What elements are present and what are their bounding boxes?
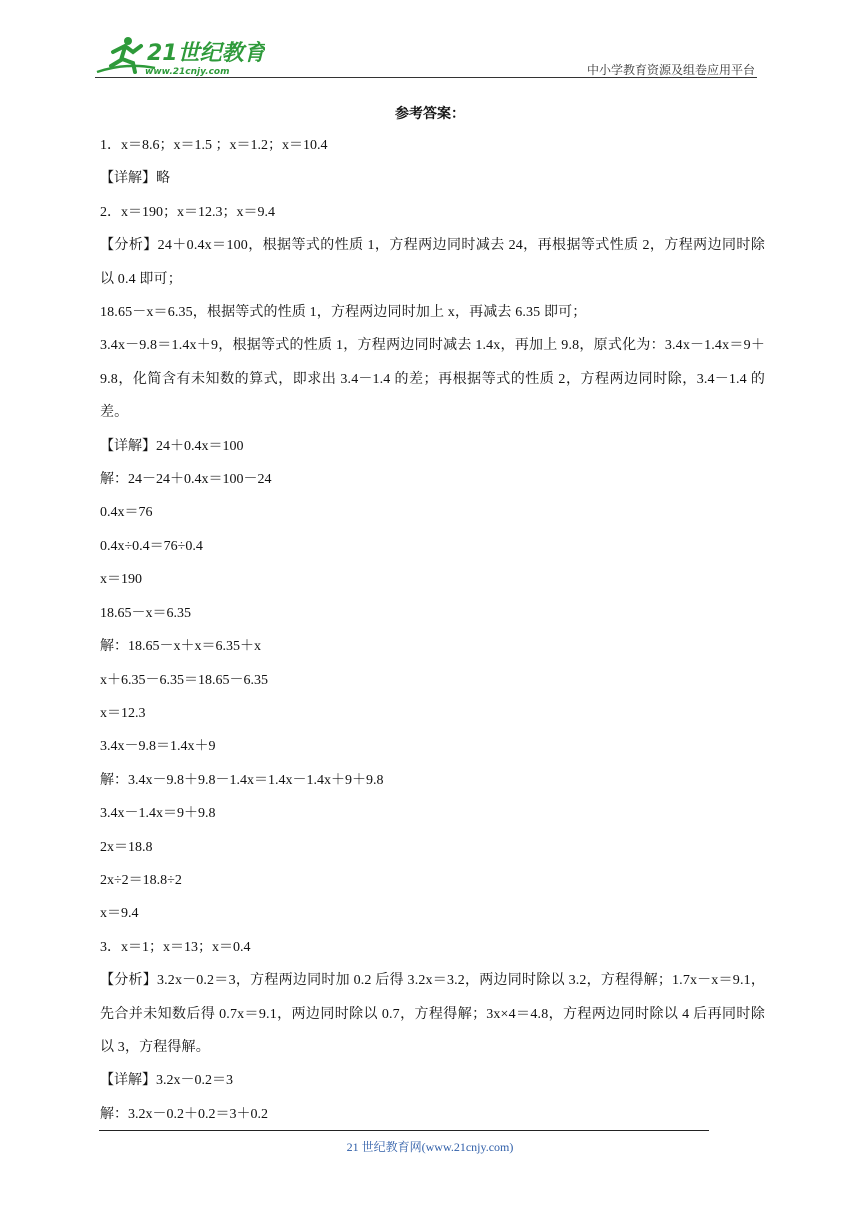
answer-line: x＋6.35－6.35＝18.65－6.35 <box>100 672 268 688</box>
analysis-paragraph: 【分析】24＋0.4x＝100，根据等式的性质 1，方程两边同时减去 24，再根据等式性质 2，方程两边同时除以 0.4 即可； <box>100 238 765 287</box>
answer-line: 2．x＝190；x＝12.3；x＝9.4 <box>100 204 275 220</box>
answer-line: 3．x＝1；x＝13；x＝0.4 <box>100 939 251 955</box>
answer-line: 0.4x÷0.4＝76÷0.4 <box>100 538 203 554</box>
answer-line: 2x＝18.8 <box>100 839 153 855</box>
answer-body <box>100 129 765 1131</box>
answer-line: 3.4x－1.4x＝9＋9.8 <box>100 806 216 822</box>
analysis-paragraph: 3.4x－9.8＝1.4x＋9，根据等式的性质 1，方程两边同时减去 1.4x，再加上 9.8，原式化为：3.4x－1.4x＝9＋9.8，化简含有未知数的算式，即求出 3.4－1.4 的差；再根据等式的性质 2，方程两边同时除，3.4－1.4 的差。 <box>100 338 765 421</box>
answer-line: x＝12.3 <box>100 705 146 721</box>
header-tagline: 中小学教育资源及组卷应用平台 <box>586 63 755 77</box>
analysis-paragraph: 【分析】3.2x－0.2＝3，方程两边同时加 0.2 后得 3.2x＝3.2，两边同时除以 3.2，方程得解；1.7x－x＝9.1，先合并未知数后得 0.7x＝9.1，两边同时除以 0.7，方程得解；3x×4＝4.8，方程两边同时除以 4 后再同时除以 3，方程得解。 <box>100 973 765 1055</box>
answer-line: 0.4x＝76 <box>100 505 153 521</box>
answer-line: 【详解】3.2x－0.2＝3 <box>100 1073 233 1089</box>
header-divider <box>95 77 757 78</box>
answer-line: 2x÷2＝18.8÷2 <box>100 872 182 888</box>
answer-line: 1．x＝8.6；x＝1.5 ；x＝1.2；x＝10.4 <box>100 138 328 153</box>
answer-line: 【详解】略 <box>100 171 170 187</box>
analysis-paragraph: 18.65－x＝6.35，根据等式的性质 1，方程两边同时加上 x，再减去 6.35 即可； <box>100 305 587 321</box>
answer-line: x＝9.4 <box>100 906 139 922</box>
answer-line: 解：3.4x－9.8＋9.8－1.4x＝1.4x－1.4x＋9＋9.8 <box>100 772 384 788</box>
page-footer: 21 世纪教育网(www.21cnjy.com) <box>346 1140 514 1154</box>
site-logo <box>95 32 265 76</box>
answer-line: 解：24－24＋0.4x＝100－24 <box>100 472 272 488</box>
page-header <box>95 30 757 78</box>
answer-line: 【详解】24＋0.4x＝100 <box>100 438 244 454</box>
answer-title: 参考答案： <box>395 106 465 122</box>
logo-url: www.21cnjy.com <box>145 67 230 76</box>
footer-divider <box>99 1130 709 1131</box>
answer-line: 解：3.2x－0.2＋0.2＝3＋0.2 <box>100 1106 268 1122</box>
answer-line: 18.65－x＝6.35 <box>100 605 191 621</box>
answer-line: 3.4x－9.8＝1.4x＋9 <box>100 739 216 755</box>
logo-text: 21世纪教育 <box>147 41 265 66</box>
answer-line: 解：18.65－x＋x＝6.35＋x <box>100 639 261 655</box>
runner-logo-icon <box>95 32 265 76</box>
answer-line: x＝190 <box>100 572 142 588</box>
